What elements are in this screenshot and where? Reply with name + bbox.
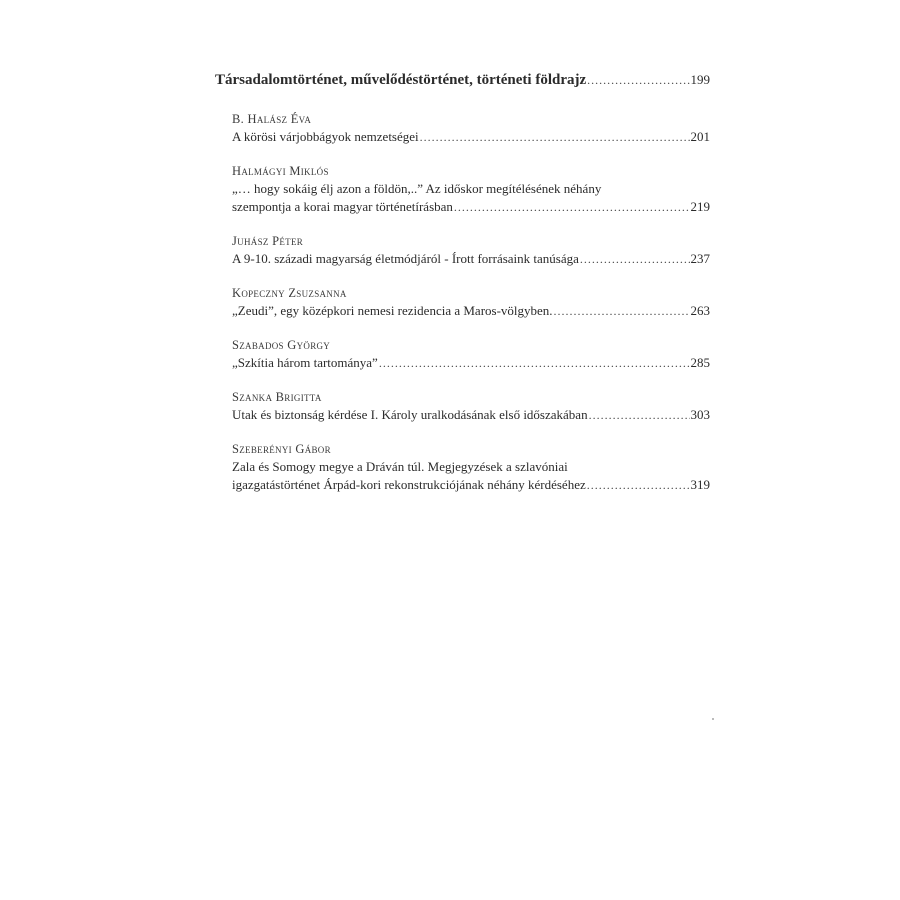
- entry-title: „… hogy sokáig élj azon a földön,..” Az időskor megítélésének néhány: [232, 181, 602, 196]
- toc-entry: [215, 441, 710, 494]
- entry-author: Szeberényi Gábor: [232, 442, 331, 456]
- dot-leader: [554, 302, 690, 320]
- entry-author: Halmágyi Miklós: [232, 164, 329, 178]
- entry-page-number: 263: [690, 303, 710, 318]
- entry-title-line: [232, 302, 710, 320]
- scan-speck: [712, 718, 714, 720]
- entry-title: A 9-10. századi magyarság életmódjáról - Írott forrásaink tanúsága: [232, 251, 579, 266]
- entry-title-line: [232, 128, 710, 146]
- dot-leader: [589, 406, 690, 424]
- entry-page-number: 201: [690, 129, 710, 144]
- entry-title: „Szkítia három tartománya”: [232, 355, 378, 370]
- dot-leader: [454, 198, 690, 216]
- entry-title: „Zeudi”, egy középkori nemesi rezidencia a Maros-völgyben.: [232, 303, 553, 318]
- entry-title-line: [232, 250, 710, 268]
- entry-page-number: 285: [690, 355, 710, 370]
- entry-title: A körösi várjobbágyok nemzetségei: [232, 129, 419, 144]
- section-heading: [215, 72, 710, 89]
- entry-title-continued: szempontja a korai magyar történetírásban: [232, 199, 453, 214]
- entry-author: Szanka Brigitta: [232, 390, 322, 404]
- toc-entry: [215, 337, 710, 372]
- entry-author: Kopeczny Zsuzsanna: [232, 286, 347, 300]
- entry-page-number: 219: [690, 199, 710, 214]
- entry-author: Juhász Péter: [232, 234, 304, 248]
- entry-page-number: 319: [690, 477, 710, 492]
- dot-leader: [420, 128, 690, 146]
- dot-leader: [587, 476, 690, 494]
- entry-title-line: [232, 406, 710, 424]
- entry-title: Zala és Somogy megye a Dráván túl. Megjegyzések a szlavóniai: [232, 459, 568, 474]
- dot-leader: [580, 250, 690, 268]
- entry-author: Szabados György: [232, 338, 331, 352]
- toc-entry: [215, 389, 710, 424]
- entry-author: B. Halász Éva: [232, 112, 312, 126]
- toc-entry: [215, 285, 710, 320]
- entry-title-line: [232, 354, 710, 372]
- dot-leader: [379, 354, 690, 372]
- toc-entry: [215, 233, 710, 268]
- section-page-number: 199: [690, 72, 710, 87]
- toc-entry: [215, 111, 710, 146]
- table-of-contents: [215, 72, 710, 511]
- toc-entry: [215, 163, 710, 216]
- entry-title-line: [232, 198, 710, 216]
- entry-page-number: 237: [690, 251, 710, 266]
- dot-leader: [587, 73, 689, 88]
- entry-page-number: 303: [690, 407, 710, 422]
- entry-title-continued: igazgatástörténet Árpád-kori rekonstrukciójának néhány kérdéséhez: [232, 477, 586, 492]
- entry-title: Utak és biztonság kérdése I. Károly uralkodásának első időszakában: [232, 407, 588, 422]
- entry-title-line: [232, 476, 710, 494]
- section-title: Társadalomtörténet, művelődéstörténet, történeti földrajz: [215, 72, 587, 88]
